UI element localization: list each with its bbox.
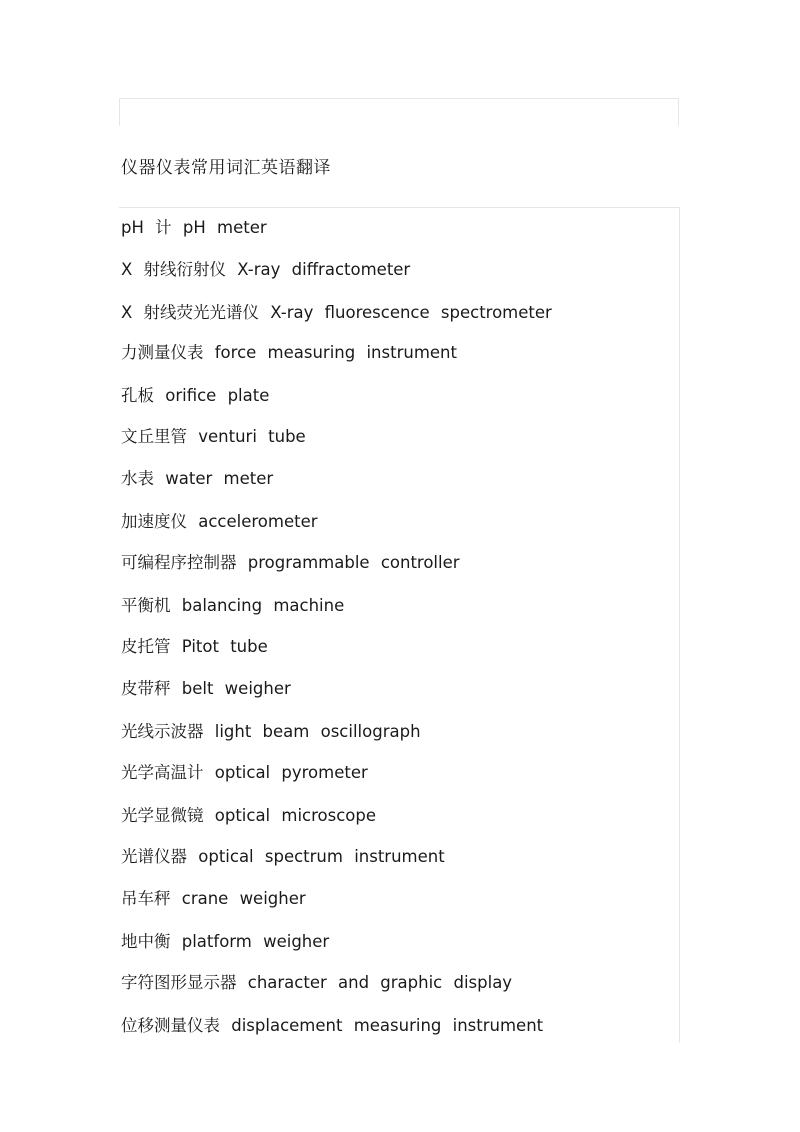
glossary-entry: 字符图形显示器 character and graphic display	[121, 973, 513, 992]
document-title: 仪器仪表常用词汇英语翻译	[121, 158, 331, 178]
glossary-entry: 吊车秤 crane weigher	[121, 889, 306, 908]
glossary-entry: 位移测量仪表 displacement measuring instrument	[121, 1016, 544, 1035]
glossary-table-frame	[119, 207, 680, 1043]
glossary-entry: X 射线衍射仪 X-ray diffractometer	[121, 260, 411, 279]
glossary-entry: 力测量仪表 force measuring instrument	[121, 343, 457, 362]
top-frame-border	[119, 98, 679, 126]
glossary-entry: X 射线荧光光谱仪 X-ray fluorescence spectrometer	[121, 303, 552, 322]
glossary-entry: 皮带秤 belt weigher	[121, 679, 291, 698]
glossary-entry: 光谱仪器 optical spectrum instrument	[121, 847, 445, 866]
glossary-entry: 可编程序控制器 programmable controller	[121, 553, 460, 572]
glossary-entry: pH 计 pH meter	[121, 218, 267, 237]
glossary-entry: 水表 water meter	[121, 469, 274, 488]
glossary-entry: 皮托管 Pitot tube	[121, 637, 268, 656]
glossary-entry: 光学高温计 optical pyrometer	[121, 763, 368, 782]
glossary-entry: 孔板 orifice plate	[121, 386, 270, 405]
glossary-entry: 光学显微镜 optical microscope	[121, 806, 377, 825]
glossary-entry: 平衡机 balancing machine	[121, 596, 345, 615]
glossary-entry: 地中衡 platform weigher	[121, 932, 330, 951]
glossary-entry: 加速度仪 accelerometer	[121, 512, 318, 531]
glossary-entry: 文丘里管 venturi tube	[121, 427, 306, 446]
glossary-entry: 光线示波器 light beam oscillograph	[121, 722, 421, 741]
